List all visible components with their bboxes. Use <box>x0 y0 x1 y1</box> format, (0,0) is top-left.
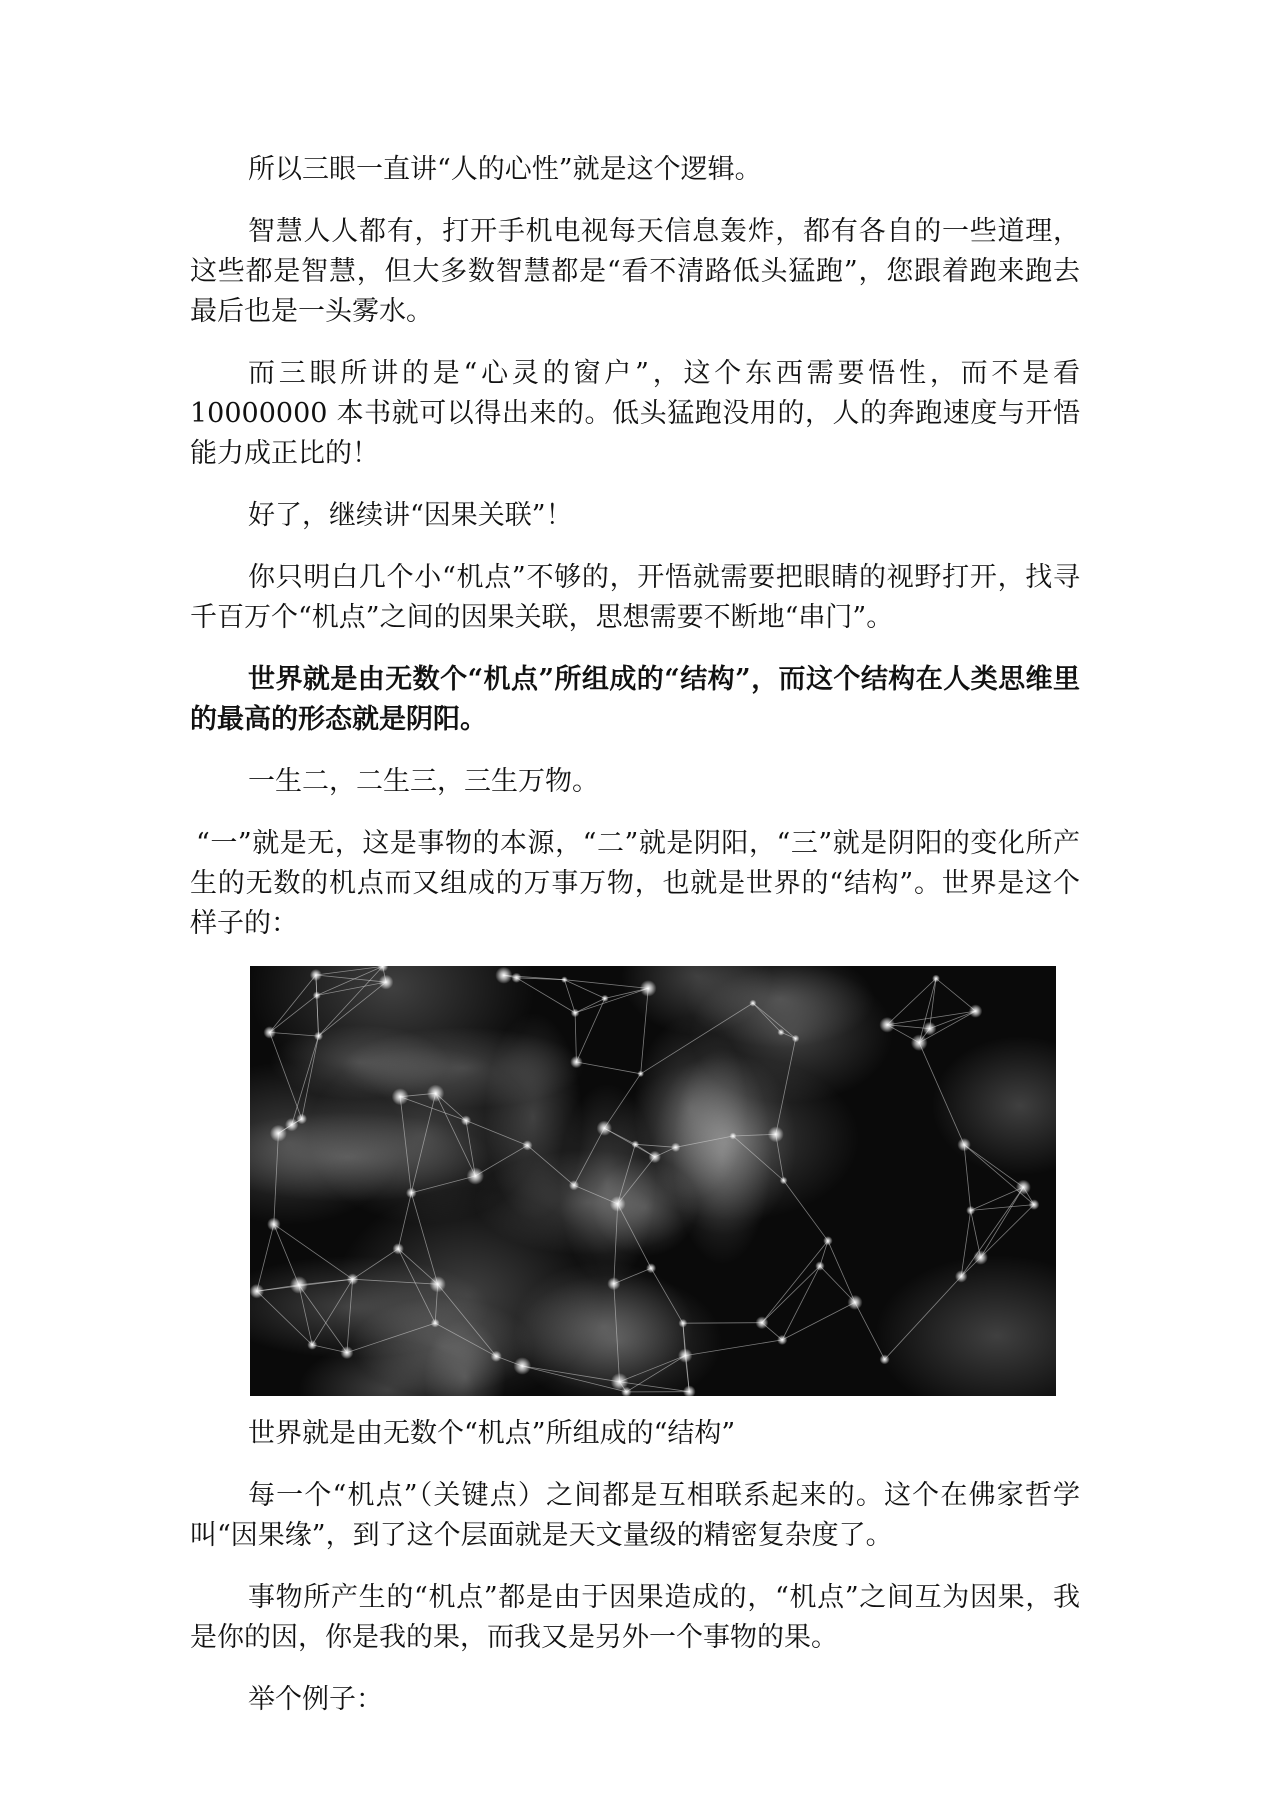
paragraph-8: “一”就是无，这是事物的本源，“二”就是阴阳，“三”就是阴阳的变化所产生的无数的机点而又组成的万事万物，也就是世界的“结构”。世界是这个样子的： <box>190 828 1080 939</box>
paragraph-9: 每一个“机点”（关键点）之间都是互相联系起来的。这个在佛家哲学叫“因果缘”，到了这个层面就是天文量级的精密复杂度了。 <box>190 1480 1080 1551</box>
network-node <box>406 1188 417 1199</box>
paragraph-5: 你只明白几个小“机点”不够的，开悟就需要把眼睛的视野打开，找寻千百万个“机点”之间的因果关联，思想需要不断地“串门”。 <box>190 562 1080 633</box>
network-edge <box>762 1266 820 1323</box>
network-edge <box>930 1011 976 1029</box>
network-node <box>285 1118 298 1131</box>
network-node <box>792 1035 800 1043</box>
network-node <box>646 1263 656 1273</box>
network-node <box>823 1236 832 1245</box>
network-edge <box>564 980 575 1013</box>
network-edge <box>782 1302 855 1340</box>
network-node <box>848 1295 863 1310</box>
network-edge <box>576 1062 640 1074</box>
network-graphic <box>250 966 1056 1396</box>
paragraph-4: 好了，继续讲“因果关联”！ <box>248 500 573 531</box>
network-node <box>911 1034 928 1051</box>
network-edge <box>971 1205 1034 1211</box>
network-node <box>756 1316 769 1329</box>
network-node <box>427 1085 444 1102</box>
network-edge <box>936 979 976 1012</box>
network-node <box>640 980 657 997</box>
network-node <box>495 967 512 984</box>
network-edge <box>981 1187 1024 1257</box>
network-node <box>879 1017 895 1033</box>
network-node <box>511 973 521 983</box>
document-page <box>190 150 1080 1742</box>
figure-caption: 世界就是由无数个“机点”所组成的“结构” <box>248 1418 736 1449</box>
network-edge <box>820 1266 855 1302</box>
network-node <box>880 1354 890 1364</box>
paragraph-3: 而三眼所讲的是“心灵的窗户”，这个东西需要悟性，而不是看10000000 本书就可以得出来的。低头猛跑没用的，人的奔跑速度与开悟能力成正比的！ <box>190 358 1080 469</box>
network-node <box>957 1138 970 1151</box>
network-node <box>571 1009 580 1018</box>
network-node <box>250 1284 264 1299</box>
network-node <box>310 969 322 981</box>
network-node <box>270 1125 287 1142</box>
network-node <box>815 1261 824 1270</box>
network-node <box>461 1115 471 1125</box>
network-node <box>966 1206 975 1215</box>
network-node <box>969 1004 982 1017</box>
network-node <box>607 1277 620 1290</box>
haze-blob <box>672 1047 772 1265</box>
haze-blob <box>932 1036 1056 1175</box>
network-node <box>597 1121 612 1136</box>
network-node <box>514 1357 532 1375</box>
network-node <box>932 975 940 983</box>
network-node <box>314 1032 323 1041</box>
network-edge <box>762 1241 828 1323</box>
network-node <box>431 1319 440 1328</box>
network-node <box>768 1126 784 1142</box>
network-node <box>430 1276 446 1292</box>
network-node <box>290 1276 308 1294</box>
network-node <box>307 1340 317 1350</box>
network-node <box>780 1177 788 1185</box>
network-node <box>955 1270 967 1282</box>
network-node <box>347 1273 359 1285</box>
network-node <box>522 1140 532 1150</box>
paragraph-1: 所以三眼一直讲“人的心性”就是这个逻辑。 <box>248 154 762 185</box>
network-edge <box>575 998 605 1013</box>
network-edge <box>887 979 936 1025</box>
network-edge <box>828 1241 855 1303</box>
paragraph-6-bold: 世界就是由无数个“机点”所组成的“结构”，而这个结构在人类思维里的最高的形态就是阴阳。 <box>190 664 1080 735</box>
network-node <box>730 1133 737 1140</box>
network-node <box>392 1088 409 1105</box>
network-node <box>267 1218 280 1231</box>
network-node <box>777 1335 787 1345</box>
network-edge <box>930 979 936 1029</box>
network-node <box>749 1000 756 1007</box>
network-node <box>313 991 321 999</box>
network-structure-image <box>250 966 1056 1396</box>
network-edge <box>683 1323 762 1324</box>
paragraph-10: 事物所产生的“机点”都是由于因果造成的，“机点”之间互为因果，我是你的因，你是我的果，而我又是另外一个事物的果。 <box>190 1582 1080 1653</box>
network-node <box>570 1056 582 1068</box>
network-node <box>973 1250 988 1265</box>
network-node <box>678 1348 692 1362</box>
network-node <box>679 1319 688 1328</box>
network-node <box>467 1167 484 1184</box>
paragraph-2: 智慧人人都有，打开手机电视每天信息轰炸，都有各自的一些道理，这些都是智慧，但大多数智慧都是“看不清路低头猛跑”，您跟着跑来跑去最后也是一头雾水。 <box>190 216 1080 327</box>
network-node <box>649 1151 661 1163</box>
haze-blob <box>308 1046 539 1224</box>
network-node <box>1029 1199 1040 1210</box>
network-node <box>632 1141 640 1149</box>
network-node <box>610 1196 626 1212</box>
network-node <box>561 976 568 983</box>
network-node <box>601 995 608 1002</box>
network-edge <box>782 1266 820 1340</box>
network-edge <box>981 1205 1034 1258</box>
paragraph-11: 举个例子： <box>248 1684 383 1715</box>
network-node <box>393 1243 404 1254</box>
network-edge <box>564 980 605 999</box>
network-node <box>778 1029 785 1036</box>
network-node <box>923 1022 937 1036</box>
paragraph-7: 一生二，二生三，三生万物。 <box>248 766 599 797</box>
network-node <box>379 975 394 990</box>
network-node <box>491 1351 502 1362</box>
network-node <box>1016 1180 1031 1195</box>
network-node <box>671 1143 680 1152</box>
network-node <box>569 1180 579 1190</box>
network-node <box>264 1026 276 1038</box>
network-node <box>637 1071 644 1078</box>
network-node <box>340 1346 353 1359</box>
